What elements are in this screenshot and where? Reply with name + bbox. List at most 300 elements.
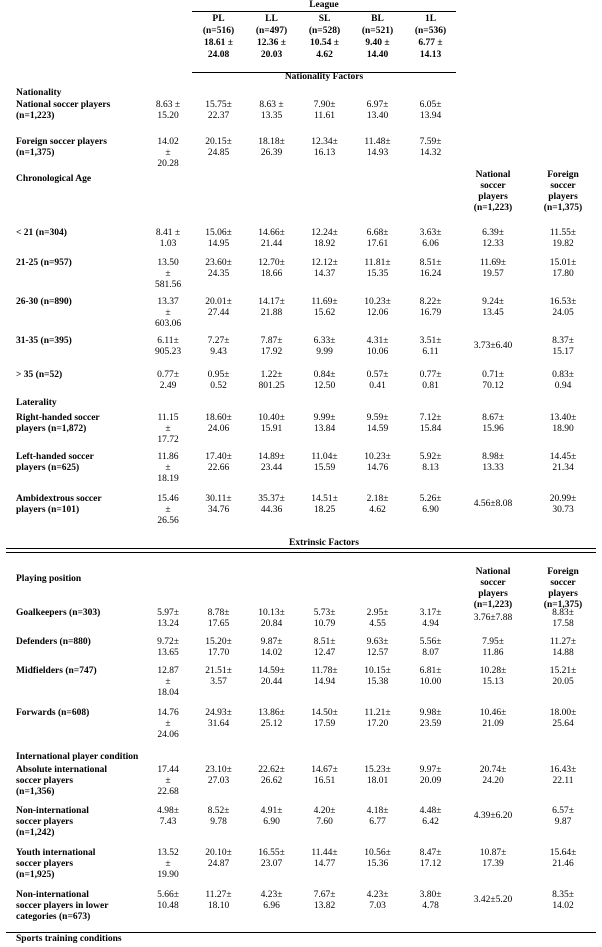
row-label: Absolute international bbox=[16, 765, 108, 775]
cell-all: 2.49 bbox=[159, 381, 177, 391]
cell-for: 15.64± bbox=[549, 848, 577, 858]
top-rule bbox=[192, 11, 456, 12]
league-col-header: 10.54 ± bbox=[310, 38, 339, 48]
cell-l1: 15.84 bbox=[419, 424, 442, 434]
cell-nat: 7.95± bbox=[482, 637, 504, 647]
row-label: Right-handed soccer bbox=[16, 413, 100, 423]
cell-bl: 9.59± bbox=[366, 413, 389, 423]
cell-ll: 8.63 ± bbox=[259, 100, 284, 110]
row-label: Left-handed soccer bbox=[16, 452, 94, 462]
cell-bl: 4.23± bbox=[366, 890, 389, 900]
cell-for: 8.35± bbox=[552, 890, 574, 900]
cell-for: 16.43± bbox=[549, 765, 577, 775]
cell-l1: 8.07 bbox=[422, 648, 439, 658]
cell-all: ± bbox=[165, 424, 171, 434]
cell-pl: 20.01± bbox=[205, 297, 232, 307]
cell-bl: 10.06 bbox=[366, 347, 389, 357]
cell-sl: 16.13 bbox=[313, 148, 336, 158]
league-col-header: 1L bbox=[424, 14, 437, 24]
cell-l1: 9.97± bbox=[419, 765, 442, 775]
cell-ll: 20.44 bbox=[260, 677, 283, 687]
cell-pl: 34.76 bbox=[207, 505, 230, 515]
cell-pl: 24.35 bbox=[207, 269, 230, 279]
cell-for: 14.02 bbox=[552, 901, 574, 911]
cell-bl: 6.77 bbox=[369, 817, 386, 827]
cell-bl: 10.23± bbox=[364, 297, 391, 307]
cell-sl: 14.67± bbox=[311, 765, 338, 775]
row-label: Non-international bbox=[16, 890, 89, 900]
cell-sl: 16.51 bbox=[313, 776, 336, 786]
row-label: soccer players bbox=[16, 817, 74, 827]
cell-l1: 5.26± bbox=[419, 494, 442, 504]
cell-nat: 15.96 bbox=[482, 424, 504, 434]
cell-all: 7.43 bbox=[159, 817, 177, 827]
cell-sl: 12.50 bbox=[313, 381, 336, 391]
cell-sl: 11.61 bbox=[313, 111, 336, 121]
extrinsic-factors-title: Extrinsic Factors bbox=[289, 538, 359, 548]
cell-nat: 13.45 bbox=[482, 308, 504, 318]
cell-sl: 14.50± bbox=[311, 708, 338, 718]
cell-bl: 6.68± bbox=[366, 228, 389, 238]
cell-for: 14.88 bbox=[552, 648, 574, 658]
cell-sl: 12.12± bbox=[311, 258, 338, 268]
cell-l1: 7.59± bbox=[419, 137, 442, 147]
row-label: 26-30 (n=890) bbox=[16, 297, 72, 307]
cell-sl: 9.99± bbox=[313, 413, 336, 423]
cell-sl: 10.79 bbox=[313, 619, 336, 629]
cell-ll: 13.86± bbox=[258, 708, 285, 718]
cell-l1: 17.12 bbox=[419, 859, 442, 869]
cell-sl: 8.51± bbox=[313, 637, 336, 647]
cell-l1: 20.09 bbox=[419, 776, 442, 786]
cell-sl: 11.04± bbox=[311, 452, 338, 462]
cell-bl: 9.63± bbox=[366, 637, 389, 647]
national-column-header: soccer bbox=[480, 181, 506, 191]
cell-pl: 15.06± bbox=[205, 228, 232, 238]
cell-all: ± bbox=[165, 269, 171, 279]
cell-sl: 7.60 bbox=[316, 817, 333, 827]
cell-ll: 9.87± bbox=[260, 637, 283, 647]
cell-nat: 0.71± bbox=[482, 370, 504, 380]
cell-all: 18.19 bbox=[157, 474, 179, 484]
nationality-factors-title: Nationality Factors bbox=[284, 72, 364, 82]
cell-ll: 14.17± bbox=[258, 297, 285, 307]
cell-ll: 21.44 bbox=[260, 239, 283, 249]
cell-pl: 17.40± bbox=[205, 452, 232, 462]
cell-l1: 5.56± bbox=[419, 637, 442, 647]
row-label: Defenders (n=880) bbox=[16, 637, 91, 647]
cell-all: 15.20 bbox=[157, 111, 179, 121]
cell-pl: 21.51± bbox=[205, 666, 232, 676]
cell-ll: 25.12 bbox=[260, 719, 283, 729]
cell-for: 22.11 bbox=[552, 776, 574, 786]
cell-l1: 8.47± bbox=[419, 848, 442, 858]
cell-all: 603.06 bbox=[154, 319, 182, 329]
cell-ll: 13.35 bbox=[260, 111, 283, 121]
cell-for: 15.01± bbox=[549, 258, 577, 268]
national-column-header: players bbox=[478, 192, 508, 202]
cell-bl: 0.57± bbox=[366, 370, 389, 380]
cell-l1: 8.13 bbox=[422, 463, 439, 473]
cell-all: 905.23 bbox=[154, 347, 182, 357]
cell-all: 19.90 bbox=[157, 870, 179, 880]
cell-all: 8.41 ± bbox=[155, 228, 181, 238]
cell-bl: 17.20 bbox=[366, 719, 389, 729]
league-col-header: (n=497) bbox=[255, 26, 288, 36]
cell-bl: 7.03 bbox=[369, 901, 386, 911]
cell-pl: 15.20± bbox=[205, 637, 232, 647]
league-col-header: 14.40 bbox=[366, 50, 389, 60]
row-label: Non-international bbox=[16, 806, 89, 816]
cell-ll: 18.18± bbox=[258, 137, 285, 147]
cell-pl: 8.52± bbox=[207, 806, 230, 816]
cell-pl: 17.70 bbox=[207, 648, 230, 658]
cell-ll: 18.66 bbox=[260, 269, 283, 279]
cell-nat: 6.39± bbox=[482, 228, 504, 238]
cell-all: 6.11± bbox=[157, 336, 179, 346]
cell-pl: 11.27± bbox=[205, 890, 232, 900]
cell-bl: 10.15± bbox=[364, 666, 391, 676]
row-label: categories (n=673) bbox=[16, 912, 91, 922]
league-col-header: PL bbox=[212, 14, 225, 24]
national-column-header: National bbox=[475, 170, 511, 180]
cell-nat: 15.13 bbox=[482, 677, 504, 687]
cell-for: 19.82 bbox=[552, 239, 574, 249]
cell-nat: 3.76±7.88 bbox=[473, 613, 513, 623]
cell-for: 15.17 bbox=[552, 347, 574, 357]
cell-ll: 44.36 bbox=[260, 505, 283, 515]
cell-for: 15.21± bbox=[549, 666, 577, 676]
cell-l1: 6.06 bbox=[422, 239, 439, 249]
row-label: soccer players bbox=[16, 859, 74, 869]
cell-nat: 21.09 bbox=[482, 719, 504, 729]
cell-sl: 12.47 bbox=[313, 648, 336, 658]
cell-ll: 21.88 bbox=[260, 308, 283, 318]
cell-all: 22.68 bbox=[157, 787, 179, 797]
cell-nat: 8.98± bbox=[482, 452, 504, 462]
row-label: National soccer players bbox=[16, 100, 111, 110]
cell-l1: 0.81 bbox=[422, 381, 439, 391]
cell-bl: 11.21± bbox=[364, 708, 391, 718]
cell-all: 13.50 bbox=[157, 258, 179, 268]
league-header: League bbox=[309, 0, 339, 10]
cell-nat: 10.87± bbox=[479, 848, 507, 858]
cell-ll: 801.25 bbox=[258, 381, 285, 391]
cell-sl: 14.77 bbox=[313, 859, 336, 869]
cell-for: 9.87 bbox=[554, 817, 572, 827]
row-label: soccer players bbox=[16, 776, 74, 786]
cell-pl: 27.44 bbox=[207, 308, 230, 318]
cell-pl: 0.95± bbox=[207, 370, 230, 380]
cell-all: ± bbox=[165, 776, 171, 786]
cell-all: 5.66± bbox=[157, 890, 179, 900]
cell-nat: 17.39 bbox=[482, 859, 504, 869]
foreign-column-header: Foreign bbox=[547, 170, 579, 180]
cell-l1: 23.59 bbox=[419, 719, 442, 729]
cell-sl: 15.62 bbox=[313, 308, 336, 318]
cell-all: 581.56 bbox=[154, 280, 182, 290]
league-col-header: SL bbox=[318, 14, 331, 24]
row-label: Foreign soccer players bbox=[16, 137, 107, 147]
league-col-header: (n=521) bbox=[361, 26, 394, 36]
cell-all: ± bbox=[165, 148, 171, 158]
cell-pl: 18.60± bbox=[205, 413, 232, 423]
cell-pl: 7.27± bbox=[207, 336, 230, 346]
cell-ll: 6.96 bbox=[263, 901, 280, 911]
row-label: Ambidextrous soccer bbox=[16, 494, 102, 504]
cell-l1: 8.22± bbox=[419, 297, 442, 307]
cell-nat: 11.69± bbox=[479, 258, 507, 268]
cell-bl: 4.31± bbox=[366, 336, 389, 346]
cell-all: 8.63 ± bbox=[155, 100, 181, 110]
league-col-header: 6.77 ± bbox=[418, 38, 443, 48]
cell-ll: 16.55± bbox=[258, 848, 285, 858]
cell-for: 21.34 bbox=[552, 463, 574, 473]
cell-bl: 15.36 bbox=[366, 859, 389, 869]
cell-sl: 12.34± bbox=[311, 137, 338, 147]
cell-sl: 18.92 bbox=[313, 239, 336, 249]
cell-for: 17.80 bbox=[552, 269, 574, 279]
cell-sl: 9.99 bbox=[316, 347, 333, 357]
cell-nat: 8.67± bbox=[482, 413, 504, 423]
cell-bl: 2.18± bbox=[366, 494, 389, 504]
cell-for: 30.73 bbox=[552, 505, 574, 515]
cell-l1: 6.81± bbox=[419, 666, 442, 676]
cell-all: 18.04 bbox=[157, 688, 179, 698]
cell-ll: 12.70± bbox=[258, 258, 285, 268]
cell-all: 11.15 bbox=[157, 413, 179, 423]
cell-for: 0.94 bbox=[554, 381, 572, 391]
cell-l1: 6.11 bbox=[422, 347, 439, 357]
foreign-column-header: soccer bbox=[550, 578, 576, 588]
foreign-column-header: (n=1,375) bbox=[543, 203, 583, 213]
cell-for: 8.83± bbox=[552, 608, 574, 618]
cell-l1: 10.00 bbox=[419, 677, 442, 687]
cell-bl: 14.93 bbox=[366, 148, 389, 158]
cell-bl: 18.01 bbox=[366, 776, 389, 786]
cell-bl: 11.81± bbox=[364, 258, 391, 268]
cell-all: 24.06 bbox=[157, 730, 179, 740]
row-label: Youth international bbox=[16, 848, 96, 858]
cell-ll: 7.87± bbox=[260, 336, 283, 346]
cell-sl: 6.33± bbox=[313, 336, 336, 346]
cell-pl: 8.78± bbox=[207, 608, 230, 618]
cell-ll: 4.23± bbox=[260, 890, 283, 900]
cell-sl: 14.37 bbox=[313, 269, 336, 279]
cell-pl: 31.64 bbox=[207, 719, 230, 729]
cell-for: 8.37± bbox=[552, 336, 574, 346]
bottom-rule bbox=[6, 932, 596, 933]
cell-all: ± bbox=[165, 463, 171, 473]
cell-bl: 12.06 bbox=[366, 308, 389, 318]
cell-sl: 12.24± bbox=[311, 228, 338, 238]
cell-sl: 7.67± bbox=[313, 890, 336, 900]
league-col-header: 24.08 bbox=[207, 50, 230, 60]
cell-nat: 10.46± bbox=[479, 708, 507, 718]
cell-pl: 24.93± bbox=[205, 708, 232, 718]
cell-bl: 17.61 bbox=[366, 239, 389, 249]
cell-all: ± bbox=[165, 719, 171, 729]
cell-bl: 4.55 bbox=[369, 619, 386, 629]
extrinsic-bottom-rule bbox=[6, 552, 596, 553]
cell-sl: 4.20± bbox=[313, 806, 336, 816]
cell-ll: 23.44 bbox=[260, 463, 283, 473]
row-label: 21-25 (n=957) bbox=[16, 258, 72, 268]
cell-l1: 16.79 bbox=[419, 308, 442, 318]
national-column-header: players bbox=[478, 589, 508, 599]
cell-ll: 20.84 bbox=[260, 619, 283, 629]
cell-l1: 6.42 bbox=[422, 817, 439, 827]
league-col-header: LL bbox=[265, 14, 278, 24]
row-label: Goalkeepers (n=303) bbox=[16, 608, 101, 618]
cell-all: 20.28 bbox=[157, 159, 179, 169]
foreign-column-header: players bbox=[548, 192, 578, 202]
cell-sl: 11.78± bbox=[311, 666, 338, 676]
cell-l1: 6.90 bbox=[422, 505, 439, 515]
cell-all: ± bbox=[165, 677, 171, 687]
cell-all: 13.65 bbox=[157, 648, 179, 658]
cell-all: ± bbox=[165, 859, 171, 869]
cell-nat: 24.20 bbox=[482, 776, 504, 786]
cell-bl: 15.35 bbox=[366, 269, 389, 279]
nationality-title: Nationality bbox=[16, 88, 62, 98]
cell-pl: 14.95 bbox=[207, 239, 230, 249]
foreign-column-header: (n=1,375) bbox=[543, 600, 583, 610]
cell-nat: 4.39±6.20 bbox=[473, 811, 513, 821]
cell-sl: 11.44± bbox=[311, 848, 338, 858]
cell-for: 18.90 bbox=[552, 424, 574, 434]
cell-sl: 11.69± bbox=[311, 297, 338, 307]
cell-all: 13.52 bbox=[157, 848, 179, 858]
league-col-header: 20.03 bbox=[260, 50, 283, 60]
cell-for: 20.99± bbox=[549, 494, 577, 504]
cell-pl: 30.11± bbox=[205, 494, 232, 504]
cell-all: ± bbox=[165, 308, 171, 318]
cell-all: 26.56 bbox=[157, 516, 179, 526]
row-label: soccer players in lower bbox=[16, 901, 109, 911]
cell-sl: 13.84 bbox=[313, 424, 336, 434]
cell-all: 1.03 bbox=[159, 239, 177, 249]
cell-ll: 14.89± bbox=[258, 452, 285, 462]
league-col-header: 12.36 ± bbox=[257, 38, 286, 48]
league-col-header: (n=536) bbox=[414, 26, 447, 36]
cell-l1: 3.17± bbox=[419, 608, 442, 618]
cell-bl: 13.40 bbox=[366, 111, 389, 121]
cell-all: 17.44 bbox=[157, 765, 179, 775]
cell-sl: 14.51± bbox=[311, 494, 338, 504]
cell-pl: 27.03 bbox=[207, 776, 230, 786]
cell-for: 13.40± bbox=[549, 413, 577, 423]
cell-l1: 3.63± bbox=[419, 228, 442, 238]
cell-nat: 19.57 bbox=[482, 269, 504, 279]
cell-pl: 3.57 bbox=[210, 677, 227, 687]
cell-nat: 4.56±8.08 bbox=[473, 499, 513, 509]
cell-ll: 17.92 bbox=[260, 347, 283, 357]
cell-ll: 23.07 bbox=[260, 859, 283, 869]
national-column-header: National bbox=[475, 567, 511, 577]
playing-position-title: Playing position bbox=[16, 574, 82, 584]
league-col-header: (n=528) bbox=[308, 26, 341, 36]
cell-for: 11.55± bbox=[549, 228, 577, 238]
league-col-header: 14.13 bbox=[419, 50, 442, 60]
cell-ll: 14.66± bbox=[258, 228, 285, 238]
row-label: 31-35 (n=395) bbox=[16, 336, 72, 346]
cell-bl: 14.59 bbox=[366, 424, 389, 434]
cell-all: 9.72± bbox=[157, 637, 179, 647]
cell-bl: 10.56± bbox=[364, 848, 391, 858]
cell-l1: 4.78 bbox=[422, 901, 439, 911]
cell-l1: 3.80± bbox=[419, 890, 442, 900]
cell-sl: 18.25 bbox=[313, 505, 336, 515]
cell-pl: 20.15± bbox=[205, 137, 232, 147]
cell-for: 24.05 bbox=[552, 308, 574, 318]
cell-ll: 6.90 bbox=[263, 817, 280, 827]
cell-bl: 4.62 bbox=[369, 505, 386, 515]
cell-nat: 20.74± bbox=[479, 765, 507, 775]
cell-sl: 5.73± bbox=[313, 608, 336, 618]
cell-for: 17.58 bbox=[552, 619, 574, 629]
league-col-header: (n=516) bbox=[202, 26, 235, 36]
row-label: (n=1,242) bbox=[16, 828, 55, 838]
row-label: (n=1,925) bbox=[16, 870, 55, 880]
cell-sl: 17.59 bbox=[313, 719, 336, 729]
row-label: players (n=625) bbox=[16, 463, 80, 473]
cell-nat: 3.42±5.20 bbox=[473, 895, 513, 905]
cell-sl: 0.84± bbox=[313, 370, 336, 380]
cell-ll: 15.91 bbox=[260, 424, 283, 434]
cell-all: 11.86 bbox=[157, 452, 179, 462]
laterality-title: Laterality bbox=[16, 398, 57, 408]
cell-all: 14.02 bbox=[157, 137, 179, 147]
cell-l1: 7.12± bbox=[419, 413, 442, 423]
league-col-header: 18.61 ± bbox=[204, 38, 233, 48]
cell-pl: 17.65 bbox=[207, 619, 230, 629]
foreign-column-header: players bbox=[548, 589, 578, 599]
cell-for: 0.83± bbox=[552, 370, 574, 380]
cell-ll: 14.59± bbox=[258, 666, 285, 676]
cell-all: ± bbox=[165, 505, 171, 515]
league-col-header: BL bbox=[371, 14, 384, 24]
cell-ll: 10.13± bbox=[258, 608, 285, 618]
row-label: > 35 (n=52) bbox=[16, 370, 63, 380]
cell-bl: 6.97± bbox=[366, 100, 389, 110]
cell-ll: 26.62 bbox=[260, 776, 283, 786]
cell-pl: 0.52 bbox=[210, 381, 227, 391]
cell-sl: 13.82 bbox=[313, 901, 336, 911]
cell-all: 12.87 bbox=[157, 666, 179, 676]
cell-pl: 24.87 bbox=[207, 859, 230, 869]
cell-bl: 10.23± bbox=[364, 452, 391, 462]
cell-pl: 15.75± bbox=[205, 100, 232, 110]
cell-ll: 22.62± bbox=[258, 765, 285, 775]
cell-l1: 4.48± bbox=[419, 806, 442, 816]
cell-nat: 70.12 bbox=[482, 381, 504, 391]
cell-l1: 0.77± bbox=[419, 370, 442, 380]
row-label: < 21 (n=304) bbox=[16, 228, 67, 238]
cell-all: 13.37 bbox=[157, 297, 179, 307]
sports-training-title: Sports training conditions bbox=[16, 934, 122, 944]
cell-all: 13.24 bbox=[157, 619, 179, 629]
cell-pl: 24.06 bbox=[207, 424, 230, 434]
cell-all: 5.97± bbox=[157, 608, 179, 618]
cell-pl: 9.78 bbox=[210, 817, 227, 827]
cell-for: 11.27± bbox=[549, 637, 577, 647]
cell-pl: 22.37 bbox=[207, 111, 230, 121]
foreign-column-header: Foreign bbox=[547, 567, 579, 577]
cell-l1: 9.98± bbox=[419, 708, 442, 718]
cell-l1: 13.94 bbox=[419, 111, 442, 121]
cell-nat: 10.28± bbox=[479, 666, 507, 676]
